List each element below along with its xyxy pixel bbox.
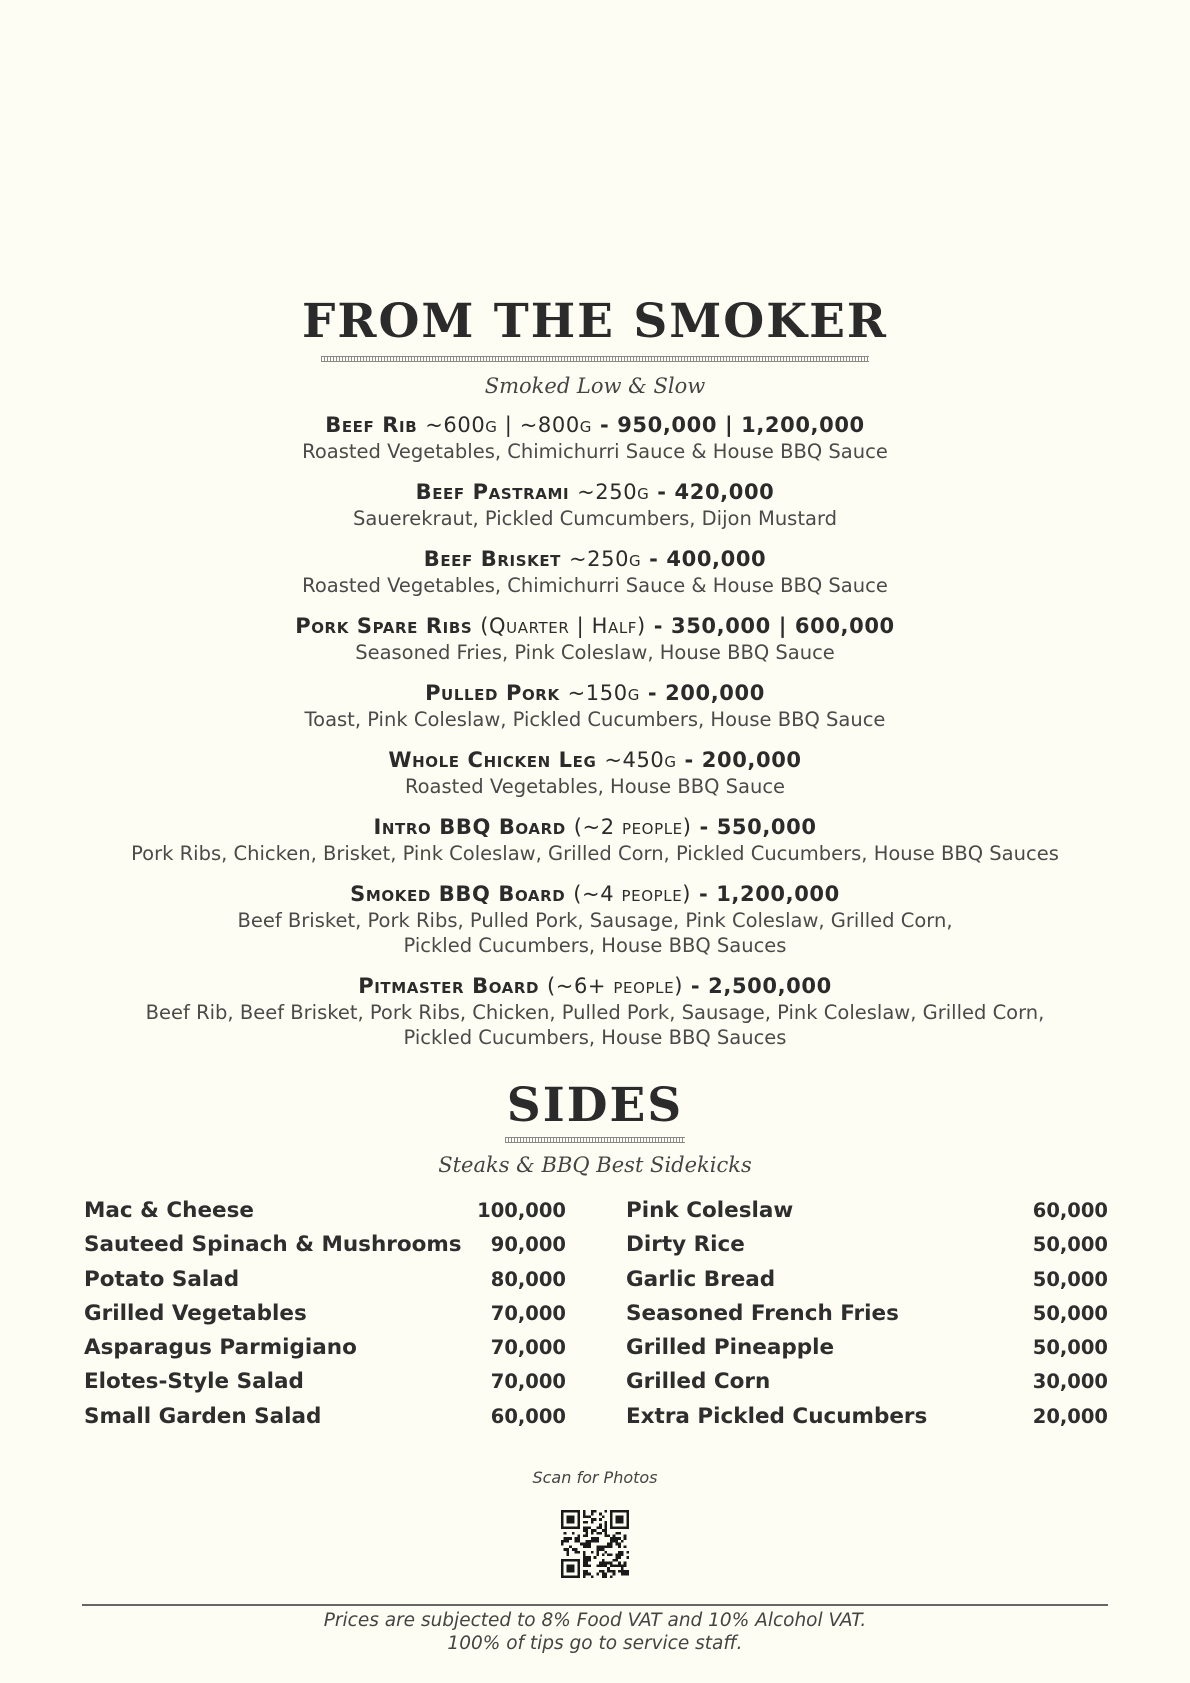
menu-item-price: 950,000 | 1,200,000 xyxy=(617,413,865,437)
side-item-row xyxy=(84,1369,566,1403)
menu-item-description: Pork Ribs, Chicken, Brisket, Pink Coleslaw, Grilled Corn, Pickled Cucumbers, House BBQ Sauces xyxy=(131,842,1059,865)
menu-item-price: 350,000 | 600,000 xyxy=(670,614,895,638)
side-item-price: 60,000 xyxy=(1032,1199,1108,1222)
side-item-name: Extra Pickled Cucumbers xyxy=(626,1403,928,1429)
menu-item-description: Toast, Pink Coleslaw, Pickled Cucumbers, House BBQ Sauce xyxy=(304,708,886,731)
menu-item-name: Beef Pastrami xyxy=(415,480,570,504)
side-item-name: Seasoned French Fries xyxy=(626,1300,899,1326)
menu-item-name: Pitmaster Board xyxy=(358,974,540,998)
menu-item-size: ~600g | ~800g xyxy=(425,413,593,437)
menu-item-price: 1,200,000 xyxy=(716,882,840,906)
menu-item-name: Smoked BBQ Board xyxy=(350,882,566,906)
menu-item-description: Pickled Cucumbers, House BBQ Sauces xyxy=(403,934,787,957)
smoker-item-list xyxy=(0,412,1190,1065)
side-item-name: Potato Salad xyxy=(84,1266,240,1292)
side-item-price: 50,000 xyxy=(1032,1233,1108,1257)
menu-item-price: 200,000 xyxy=(665,681,765,705)
side-item-row xyxy=(84,1198,566,1232)
side-item-name: Small Garden Salad xyxy=(84,1403,322,1429)
menu-item-size: (~6+ people) xyxy=(546,974,684,998)
footer-vat-note: Prices are subjected to 8% Food VAT and 10% Alcohol VAT. xyxy=(323,1610,867,1631)
menu-item-size: (~2 people) xyxy=(573,815,692,839)
menu-item-size: ~150g xyxy=(567,681,640,705)
side-item-row xyxy=(84,1301,566,1335)
side-item-name: Garlic Bread xyxy=(626,1266,776,1292)
smoker-section-title: FROM THE SMOKER xyxy=(302,294,888,349)
menu-item-description: Roasted Vegetables, House BBQ Sauce xyxy=(404,775,786,798)
side-item-row xyxy=(84,1267,566,1301)
menu-item-name: Beef Brisket xyxy=(423,547,562,571)
menu-item-description: Pickled Cucumbers, House BBQ Sauces xyxy=(403,1026,787,1049)
menu-item xyxy=(0,412,1190,464)
side-item-price: 50,000 xyxy=(1032,1301,1108,1325)
menu-item-price: 550,000 xyxy=(716,815,817,839)
side-item-price: 60,000 xyxy=(490,1404,566,1428)
sides-subtitle: Steaks & BBQ Best Sidekicks xyxy=(438,1153,752,1177)
menu-item-title: Pork Spare Ribs (Quarter | Half) - 350,000 | 600,000 xyxy=(295,614,895,638)
side-item-price: 20,000 xyxy=(1032,1404,1108,1428)
side-item-row xyxy=(84,1404,566,1438)
menu-item-name: Pulled Pork xyxy=(425,681,560,705)
menu-item-title: Pitmaster Board (~6+ people) - 2,500,000 xyxy=(358,974,832,998)
menu-item-size: ~250g xyxy=(577,480,650,504)
side-item-row xyxy=(626,1232,1108,1266)
menu-item-title: Pulled Pork ~150g - 200,000 xyxy=(425,681,765,705)
sides-title-divider xyxy=(505,1137,685,1143)
menu-item xyxy=(0,973,1190,1050)
side-item-price: 70,000 xyxy=(490,1301,566,1325)
side-item-row xyxy=(626,1369,1108,1403)
menu-item-price: 2,500,000 xyxy=(708,974,832,998)
menu-item-description: Roasted Vegetables, Chimichurri Sauce & House BBQ Sauce xyxy=(302,440,888,463)
menu-item-price: 400,000 xyxy=(666,547,767,571)
sides-column-left xyxy=(84,1198,566,1438)
menu-item-name: Beef Rib xyxy=(325,413,418,437)
menu-item xyxy=(0,814,1190,866)
side-item-name: Grilled Corn xyxy=(626,1369,771,1395)
menu-item-title: Whole Chicken Leg ~450g - 200,000 xyxy=(388,748,802,772)
menu-item-title: Beef Pastrami ~250g - 420,000 xyxy=(415,480,775,504)
menu-item-size: ~450g xyxy=(604,748,677,772)
side-item-row xyxy=(626,1267,1108,1301)
menu-item-title: Smoked BBQ Board (~4 people) - 1,200,000 xyxy=(350,882,840,906)
menu-item xyxy=(0,613,1190,665)
menu-item-description: Sauerekraut, Pickled Cumcumbers, Dijon Mustard xyxy=(352,507,837,530)
menu-item-size: ~250g xyxy=(568,547,642,571)
menu-item xyxy=(0,881,1190,958)
sides-section-title: SIDES xyxy=(506,1078,684,1133)
side-item-price: 70,000 xyxy=(490,1336,566,1360)
menu-item-title: Beef Brisket ~250g - 400,000 xyxy=(423,547,767,571)
side-item-price: 90,000 xyxy=(490,1233,566,1257)
side-item-row xyxy=(626,1301,1108,1335)
menu-item xyxy=(0,479,1190,531)
menu-item-name: Whole Chicken Leg xyxy=(388,748,597,772)
menu-item xyxy=(0,680,1190,732)
sides-grid xyxy=(84,1198,1108,1438)
side-item-price: 30,000 xyxy=(1032,1370,1108,1394)
side-item-name: Asparagus Parmigiano xyxy=(84,1335,357,1361)
scan-label: Scan for Photos xyxy=(532,1468,658,1487)
side-item-name: Mac & Cheese xyxy=(84,1198,254,1223)
menu-item-description: Beef Rib, Beef Brisket, Pork Ribs, Chicken, Pulled Pork, Sausage, Pink Coleslaw, Grilled Corn, xyxy=(145,1001,1045,1024)
side-item-row xyxy=(626,1335,1108,1369)
menu-item-size: (~4 people) xyxy=(573,882,692,906)
footer-note xyxy=(0,1609,1190,1655)
smoker-subtitle: Smoked Low & Slow xyxy=(484,374,706,398)
side-item-row xyxy=(626,1198,1108,1232)
menu-item-description: Seasoned Fries, Pink Coleslaw, House BBQ Sauce xyxy=(355,641,835,664)
side-item-name: Grilled Pineapple xyxy=(626,1335,835,1361)
menu-item-title: Beef Rib ~600g | ~800g - 950,000 | 1,200,000 xyxy=(325,413,865,437)
menu-item-name: Pork Spare Ribs xyxy=(295,614,473,638)
side-item-row xyxy=(626,1404,1108,1438)
menu-item xyxy=(0,747,1190,799)
side-item-name: Grilled Vegetables xyxy=(84,1300,307,1326)
sides-column-right xyxy=(626,1198,1108,1438)
menu-item-size: (Quarter | Half) xyxy=(480,614,646,638)
side-item-name: Pink Coleslaw xyxy=(626,1198,794,1223)
menu-item-price: 420,000 xyxy=(674,480,775,504)
menu-item xyxy=(0,546,1190,598)
side-item-price: 50,000 xyxy=(1032,1336,1108,1360)
footer-divider xyxy=(82,1604,1108,1606)
qr-code-icon[interactable] xyxy=(561,1510,629,1578)
side-item-row xyxy=(84,1335,566,1369)
menu-item-description: Roasted Vegetables, Chimichurri Sauce & House BBQ Sauce xyxy=(302,574,888,597)
menu-item-name: Intro BBQ Board xyxy=(373,815,566,839)
side-item-price: 50,000 xyxy=(1032,1267,1108,1291)
side-item-price: 70,000 xyxy=(490,1370,566,1394)
side-item-name: Elotes-Style Salad xyxy=(84,1369,304,1395)
footer-tips-note: 100% of tips go to service staff. xyxy=(447,1633,743,1654)
side-item-name: Sauteed Spinach & Mushrooms xyxy=(84,1232,462,1258)
side-item-price: 80,000 xyxy=(490,1267,566,1291)
side-item-name: Dirty Rice xyxy=(626,1232,745,1258)
side-item-price: 100,000 xyxy=(477,1199,566,1222)
side-item-row xyxy=(84,1232,566,1266)
menu-item-price: 200,000 xyxy=(701,748,802,772)
menu-item-description: Beef Brisket, Pork Ribs, Pulled Pork, Sausage, Pink Coleslaw, Grilled Corn, xyxy=(237,909,953,932)
menu-item-title: Intro BBQ Board (~2 people) - 550,000 xyxy=(373,815,817,839)
smoker-title-divider xyxy=(321,356,869,362)
